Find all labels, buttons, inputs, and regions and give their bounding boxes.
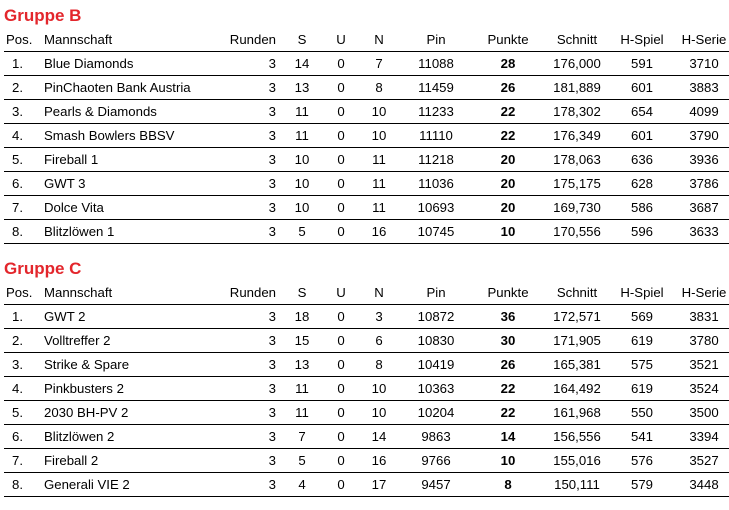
col-header-h-spiel: H-Spiel <box>612 282 672 305</box>
cell-h-serie: 3687 <box>672 196 729 220</box>
cell-n: 3 <box>360 305 398 329</box>
cell-team: Pinkbusters 2 <box>40 377 224 401</box>
cell-n: 11 <box>360 196 398 220</box>
table-header-row <box>4 282 729 305</box>
cell-s: 10 <box>282 148 322 172</box>
cell-n: 10 <box>360 124 398 148</box>
cell-pos: 4. <box>4 124 40 148</box>
table-row <box>4 148 729 172</box>
cell-n: 16 <box>360 220 398 244</box>
cell-n: 10 <box>360 377 398 401</box>
cell-u: 0 <box>322 449 360 473</box>
cell-h-serie: 3527 <box>672 449 729 473</box>
cell-team: Fireball 2 <box>40 449 224 473</box>
col-header-runden: Runden <box>224 282 282 305</box>
cell-punkte: 22 <box>474 100 542 124</box>
col-header-pos: Pos. <box>4 29 40 52</box>
cell-punkte: 26 <box>474 353 542 377</box>
cell-h-serie: 3786 <box>672 172 729 196</box>
col-header-runden: Runden <box>224 29 282 52</box>
group-title: Gruppe C <box>4 259 82 278</box>
cell-schnitt: 161,968 <box>542 401 612 425</box>
cell-pin: 10745 <box>398 220 474 244</box>
cell-pin: 10872 <box>398 305 474 329</box>
table-row <box>4 76 729 100</box>
cell-s: 5 <box>282 449 322 473</box>
cell-team: Generali VIE 2 <box>40 473 224 497</box>
table-header-row <box>4 29 729 52</box>
cell-h-serie: 3710 <box>672 52 729 76</box>
cell-n: 8 <box>360 76 398 100</box>
cell-h-serie: 3394 <box>672 425 729 449</box>
table-row <box>4 377 729 401</box>
cell-pos: 4. <box>4 377 40 401</box>
cell-s: 14 <box>282 52 322 76</box>
cell-pos: 7. <box>4 449 40 473</box>
cell-punkte: 26 <box>474 76 542 100</box>
table-row <box>4 196 729 220</box>
standings-table <box>4 29 729 244</box>
cell-h-spiel: 569 <box>612 305 672 329</box>
cell-runden: 3 <box>224 377 282 401</box>
cell-u: 0 <box>322 220 360 244</box>
cell-schnitt: 156,556 <box>542 425 612 449</box>
cell-punkte: 8 <box>474 473 542 497</box>
cell-runden: 3 <box>224 449 282 473</box>
cell-h-spiel: 628 <box>612 172 672 196</box>
cell-team: Blitzlöwen 1 <box>40 220 224 244</box>
cell-runden: 3 <box>224 305 282 329</box>
table-row <box>4 473 729 497</box>
cell-h-serie: 3780 <box>672 329 729 353</box>
cell-u: 0 <box>322 148 360 172</box>
cell-team: Volltreffer 2 <box>40 329 224 353</box>
col-header-u: U <box>322 282 360 305</box>
table-body <box>4 305 729 497</box>
col-header-pin: Pin <box>398 29 474 52</box>
cell-team: Strike & Spare <box>40 353 224 377</box>
cell-runden: 3 <box>224 100 282 124</box>
cell-pin: 10204 <box>398 401 474 425</box>
table-row <box>4 172 729 196</box>
cell-u: 0 <box>322 377 360 401</box>
cell-team: Pearls & Diamonds <box>40 100 224 124</box>
table-row <box>4 353 729 377</box>
cell-u: 0 <box>322 172 360 196</box>
cell-pos: 5. <box>4 401 40 425</box>
cell-runden: 3 <box>224 196 282 220</box>
cell-punkte: 22 <box>474 124 542 148</box>
cell-h-spiel: 654 <box>612 100 672 124</box>
cell-pin: 9766 <box>398 449 474 473</box>
cell-s: 10 <box>282 196 322 220</box>
cell-u: 0 <box>322 329 360 353</box>
cell-pin: 11218 <box>398 148 474 172</box>
cell-u: 0 <box>322 473 360 497</box>
group-b-section <box>4 2 727 244</box>
table-row <box>4 124 729 148</box>
cell-u: 0 <box>322 196 360 220</box>
table-row <box>4 100 729 124</box>
cell-team: Blue Diamonds <box>40 52 224 76</box>
col-header-n: N <box>360 282 398 305</box>
cell-pin: 10830 <box>398 329 474 353</box>
cell-h-serie: 3521 <box>672 353 729 377</box>
cell-n: 11 <box>360 172 398 196</box>
cell-runden: 3 <box>224 172 282 196</box>
cell-punkte: 20 <box>474 196 542 220</box>
table-row <box>4 401 729 425</box>
cell-schnitt: 176,000 <box>542 52 612 76</box>
cell-s: 10 <box>282 172 322 196</box>
cell-u: 0 <box>322 52 360 76</box>
cell-h-spiel: 591 <box>612 52 672 76</box>
cell-schnitt: 164,492 <box>542 377 612 401</box>
cell-h-serie: 3936 <box>672 148 729 172</box>
col-header-h-serie: H-Serie <box>672 282 729 305</box>
table-row <box>4 220 729 244</box>
cell-pos: 8. <box>4 473 40 497</box>
cell-pin: 10363 <box>398 377 474 401</box>
col-header-h-serie: H-Serie <box>672 29 729 52</box>
cell-team: 2030 BH-PV 2 <box>40 401 224 425</box>
cell-pin: 10419 <box>398 353 474 377</box>
col-header-schnitt: Schnitt <box>542 282 612 305</box>
cell-h-spiel: 586 <box>612 196 672 220</box>
cell-s: 11 <box>282 124 322 148</box>
cell-schnitt: 165,381 <box>542 353 612 377</box>
cell-h-spiel: 550 <box>612 401 672 425</box>
cell-h-spiel: 596 <box>612 220 672 244</box>
cell-punkte: 14 <box>474 425 542 449</box>
cell-s: 13 <box>282 353 322 377</box>
table-row <box>4 52 729 76</box>
cell-n: 17 <box>360 473 398 497</box>
cell-h-spiel: 619 <box>612 377 672 401</box>
cell-h-serie: 3524 <box>672 377 729 401</box>
table-body <box>4 52 729 244</box>
cell-team: Dolce Vita <box>40 196 224 220</box>
cell-h-serie: 3633 <box>672 220 729 244</box>
col-header-team: Mannschaft <box>40 282 224 305</box>
cell-runden: 3 <box>224 473 282 497</box>
cell-h-spiel: 575 <box>612 353 672 377</box>
cell-pos: 2. <box>4 76 40 100</box>
cell-pos: 3. <box>4 100 40 124</box>
col-header-s: S <box>282 29 322 52</box>
cell-punkte: 10 <box>474 449 542 473</box>
cell-schnitt: 172,571 <box>542 305 612 329</box>
col-header-h-spiel: H-Spiel <box>612 29 672 52</box>
cell-punkte: 36 <box>474 305 542 329</box>
cell-n: 11 <box>360 148 398 172</box>
cell-u: 0 <box>322 305 360 329</box>
cell-runden: 3 <box>224 220 282 244</box>
cell-runden: 3 <box>224 148 282 172</box>
cell-s: 11 <box>282 377 322 401</box>
cell-schnitt: 171,905 <box>542 329 612 353</box>
cell-punkte: 28 <box>474 52 542 76</box>
cell-n: 6 <box>360 329 398 353</box>
col-header-s: S <box>282 282 322 305</box>
cell-u: 0 <box>322 100 360 124</box>
cell-n: 16 <box>360 449 398 473</box>
cell-schnitt: 181,889 <box>542 76 612 100</box>
cell-h-spiel: 541 <box>612 425 672 449</box>
cell-s: 18 <box>282 305 322 329</box>
col-header-punkte: Punkte <box>474 282 542 305</box>
cell-h-spiel: 601 <box>612 76 672 100</box>
col-header-pin: Pin <box>398 282 474 305</box>
cell-s: 15 <box>282 329 322 353</box>
cell-punkte: 20 <box>474 172 542 196</box>
col-header-schnitt: Schnitt <box>542 29 612 52</box>
cell-pos: 1. <box>4 52 40 76</box>
cell-schnitt: 155,016 <box>542 449 612 473</box>
group-title: Gruppe B <box>4 6 82 25</box>
cell-punkte: 30 <box>474 329 542 353</box>
cell-s: 5 <box>282 220 322 244</box>
table-row <box>4 329 729 353</box>
cell-team: GWT 2 <box>40 305 224 329</box>
cell-pin: 11036 <box>398 172 474 196</box>
cell-pin: 9457 <box>398 473 474 497</box>
table-row <box>4 425 729 449</box>
cell-h-spiel: 619 <box>612 329 672 353</box>
cell-n: 7 <box>360 52 398 76</box>
col-header-u: U <box>322 29 360 52</box>
cell-s: 11 <box>282 100 322 124</box>
cell-n: 10 <box>360 100 398 124</box>
cell-schnitt: 176,349 <box>542 124 612 148</box>
cell-schnitt: 170,556 <box>542 220 612 244</box>
cell-pos: 3. <box>4 353 40 377</box>
cell-h-spiel: 601 <box>612 124 672 148</box>
cell-team: GWT 3 <box>40 172 224 196</box>
cell-schnitt: 175,175 <box>542 172 612 196</box>
group-c-section <box>4 255 727 497</box>
cell-pos: 7. <box>4 196 40 220</box>
cell-pos: 6. <box>4 425 40 449</box>
cell-punkte: 20 <box>474 148 542 172</box>
cell-u: 0 <box>322 425 360 449</box>
cell-h-serie: 3831 <box>672 305 729 329</box>
cell-n: 10 <box>360 401 398 425</box>
table-row <box>4 305 729 329</box>
cell-pin: 10693 <box>398 196 474 220</box>
cell-runden: 3 <box>224 425 282 449</box>
col-header-team: Mannschaft <box>40 29 224 52</box>
cell-punkte: 22 <box>474 401 542 425</box>
cell-pos: 1. <box>4 305 40 329</box>
cell-h-spiel: 576 <box>612 449 672 473</box>
cell-u: 0 <box>322 124 360 148</box>
cell-runden: 3 <box>224 401 282 425</box>
cell-u: 0 <box>322 401 360 425</box>
cell-pos: 6. <box>4 172 40 196</box>
col-header-n: N <box>360 29 398 52</box>
cell-h-serie: 3790 <box>672 124 729 148</box>
cell-schnitt: 178,302 <box>542 100 612 124</box>
standings-table <box>4 282 729 497</box>
cell-h-spiel: 636 <box>612 148 672 172</box>
cell-runden: 3 <box>224 52 282 76</box>
cell-h-serie: 3448 <box>672 473 729 497</box>
cell-u: 0 <box>322 76 360 100</box>
table-row <box>4 449 729 473</box>
cell-n: 8 <box>360 353 398 377</box>
cell-pin: 11110 <box>398 124 474 148</box>
cell-h-serie: 4099 <box>672 100 729 124</box>
cell-h-spiel: 579 <box>612 473 672 497</box>
cell-pos: 5. <box>4 148 40 172</box>
cell-pin: 11459 <box>398 76 474 100</box>
cell-team: Fireball 1 <box>40 148 224 172</box>
cell-s: 11 <box>282 401 322 425</box>
cell-s: 7 <box>282 425 322 449</box>
cell-punkte: 10 <box>474 220 542 244</box>
cell-pin: 9863 <box>398 425 474 449</box>
cell-u: 0 <box>322 353 360 377</box>
cell-s: 13 <box>282 76 322 100</box>
col-header-punkte: Punkte <box>474 29 542 52</box>
cell-s: 4 <box>282 473 322 497</box>
cell-runden: 3 <box>224 76 282 100</box>
cell-h-serie: 3883 <box>672 76 729 100</box>
cell-runden: 3 <box>224 124 282 148</box>
cell-pos: 2. <box>4 329 40 353</box>
cell-runden: 3 <box>224 353 282 377</box>
cell-team: Smash Bowlers BBSV <box>40 124 224 148</box>
cell-team: PinChaoten Bank Austria <box>40 76 224 100</box>
cell-punkte: 22 <box>474 377 542 401</box>
cell-pin: 11088 <box>398 52 474 76</box>
cell-team: Blitzlöwen 2 <box>40 425 224 449</box>
cell-schnitt: 169,730 <box>542 196 612 220</box>
cell-pin: 11233 <box>398 100 474 124</box>
cell-schnitt: 178,063 <box>542 148 612 172</box>
cell-pos: 8. <box>4 220 40 244</box>
cell-n: 14 <box>360 425 398 449</box>
cell-h-serie: 3500 <box>672 401 729 425</box>
col-header-pos: Pos. <box>4 282 40 305</box>
cell-runden: 3 <box>224 329 282 353</box>
cell-schnitt: 150,111 <box>542 473 612 497</box>
